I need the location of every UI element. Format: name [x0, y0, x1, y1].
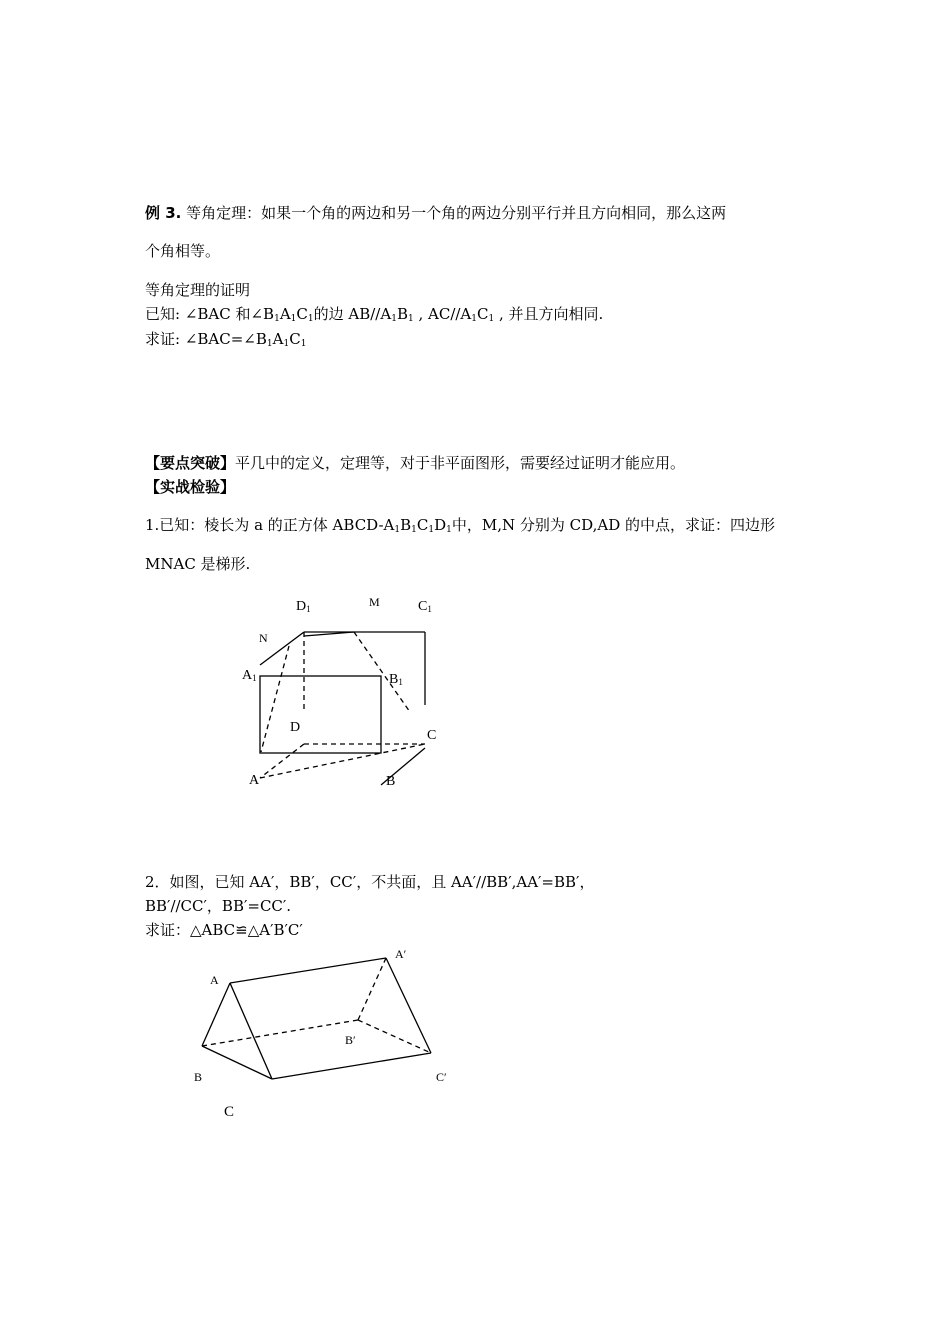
fig1-label-D: D [290, 720, 301, 735]
fig1-label-N: N [259, 631, 268, 645]
question-2-line2: BB′//CC′，BB′=CC′. [145, 897, 292, 915]
fig1-label-C: C [427, 728, 437, 743]
example-3-line2: 个角相等。 [145, 242, 221, 260]
fig2-edge [202, 983, 230, 1046]
keypoint-label: 【要点突破】 [145, 454, 236, 472]
keypoint-text: 平几中的定义，定理等，对于非平面图形，需要经过证明才能应用。 [235, 454, 686, 472]
fig1-label-B: B [386, 774, 396, 789]
fig2-label-B: B [194, 1070, 203, 1084]
fig1-label-D1: $D_1$ [296, 599, 311, 614]
fig1-label-B1: $B_1$ [389, 672, 403, 687]
question-1-line2: MNAC 是梯形. [145, 555, 251, 573]
fig2-edge [272, 1053, 431, 1079]
fig2-edge [230, 983, 272, 1079]
proof-given: 已知: ∠BAC 和$\angle B_1A_1C_1$的边 $AB//A_1B_1$ , $AC//A_1C_1$ , 并且方向相同. [145, 305, 604, 324]
proof-title: 等角定理的证明 [145, 281, 251, 299]
fig2-label-A: A [210, 973, 219, 987]
theorem-statement: 等角定理：如果一个角的两边和另一个角的两边分别平行并且方向相同，那么这两 [186, 204, 727, 222]
fig2-edge [230, 958, 386, 983]
proof-to-prove: 求证: $\angle BAC=\angle B_1A_1C_1$ [145, 330, 307, 349]
fig2-hidden-edge [358, 958, 386, 1020]
fig2-label-B-prime: B′ [345, 1033, 356, 1047]
practice-label: 【实战检验】 [145, 478, 236, 496]
fig2-hidden-edge [358, 1020, 431, 1053]
fig1-label-M: M [369, 595, 380, 609]
fig2-hidden-edge [202, 1020, 358, 1046]
fig2-edge [202, 1046, 272, 1079]
fig1-label-A: A [249, 773, 260, 788]
fig2-label-C-prime: C′ [436, 1070, 447, 1084]
fig1-label-A1: $A_1$ [242, 668, 257, 683]
question-2-line1: 2．如图，已知 AA′，BB′，CC′，不共面，且 AA′//BB′,AA′=BB′， [145, 873, 595, 891]
fig2-edge [386, 958, 431, 1053]
question-1-line1: 1.已知：棱长为 a 的正方体 ABCD-$A_1B_1C_1D_1$中，M,N 分别为 CD,AD 的中点，求证：四边形 [145, 516, 776, 535]
question-2-line3: 求证：△ABC≌△A′B′C′ [145, 921, 303, 939]
fig2-label-A-prime: A′ [395, 947, 407, 961]
fig1-label-C1: $C_1$ [418, 599, 432, 614]
fig2-label-C: C [224, 1104, 235, 1120]
example-3-label: 例 3. [145, 204, 182, 222]
